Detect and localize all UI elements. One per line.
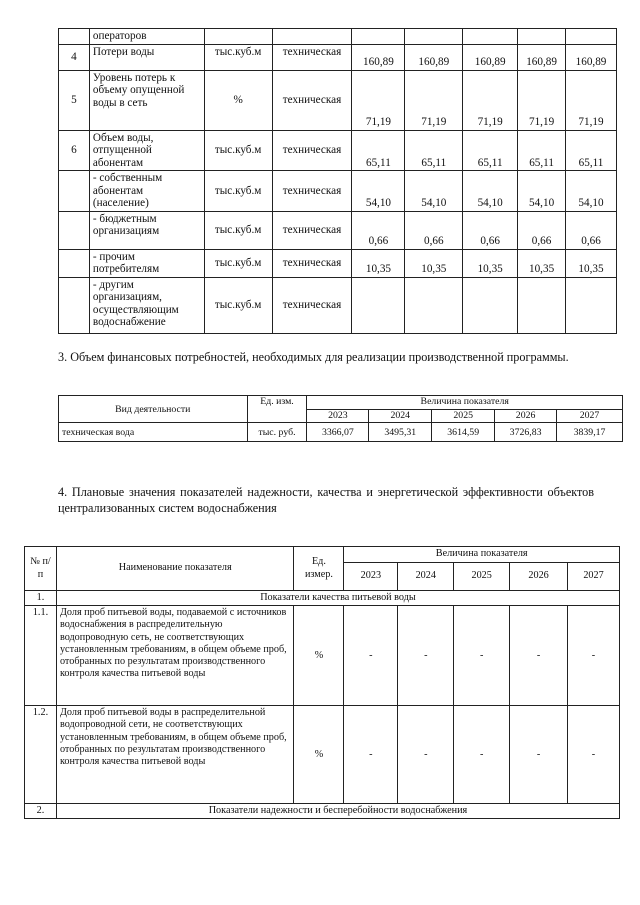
value-cell: - — [344, 606, 398, 706]
value-cell — [405, 277, 463, 333]
value-cell: 3839,17 — [557, 423, 623, 442]
row-number: 4 — [59, 44, 90, 70]
row-number — [59, 171, 90, 212]
type-cell: техническая — [272, 70, 352, 130]
group2-title: Показатели надежности и бесперебойности водоснабжения — [56, 804, 619, 819]
value-cell — [352, 29, 405, 45]
value-cell — [352, 277, 405, 333]
table-row — [59, 171, 617, 212]
type-cell: техническая — [272, 249, 352, 277]
indicator-name: Объем воды, отпущенной абонентам — [89, 130, 204, 171]
table-row — [59, 249, 617, 277]
row-number: 1.2. — [25, 706, 57, 804]
col-name-header: Наименование показателя — [56, 547, 294, 591]
value-cell: 65,11 — [405, 130, 463, 171]
value-cell: 65,11 — [463, 130, 518, 171]
year-header: 2027 — [568, 563, 620, 591]
value-cell: 54,10 — [405, 171, 463, 212]
table-row — [59, 130, 617, 171]
year-header: 2026 — [510, 563, 568, 591]
value-cell — [405, 29, 463, 45]
group1-num: 1. — [25, 591, 57, 606]
value-cell — [463, 277, 518, 333]
value-cell: 10,35 — [463, 249, 518, 277]
value-cell: 71,19 — [405, 70, 463, 130]
value-cell — [566, 277, 617, 333]
type-cell: техническая — [272, 44, 352, 70]
value-cell: 3614,59 — [432, 423, 495, 442]
indicator-name: - прочим потребителям — [89, 249, 204, 277]
year-header: 2023 — [307, 410, 369, 423]
value-cell: 0,66 — [352, 211, 405, 249]
value-cell: - — [510, 606, 568, 706]
indicator-name: Доля проб питьевой воды в распределительной водопроводной сети, не соответствующих установленным требованиям, в общем объеме проб, отобранных по результатам производственного контроля качества питьевой воды — [56, 706, 294, 804]
row-number — [59, 277, 90, 333]
unit-cell: тыс.куб.м — [204, 249, 272, 277]
section4-heading: 4. Плановые значения показателей надежности, качества и энергетической эффективности объектов централизованных систем водоснабжения — [58, 485, 594, 515]
table-row — [59, 277, 617, 333]
indicator-name: Уровень потерь к объему опущенной воды в сеть — [89, 70, 204, 130]
row-number: 6 — [59, 130, 90, 171]
unit-cell — [204, 29, 272, 45]
value-cell: 10,35 — [518, 249, 566, 277]
col-value-header: Величина показателя — [344, 547, 620, 563]
table-row — [25, 706, 620, 804]
indicator-name: Потери воды — [89, 44, 204, 70]
value-cell: 160,89 — [463, 44, 518, 70]
value-cell: 71,19 — [566, 70, 617, 130]
value-cell: 0,66 — [463, 211, 518, 249]
year-header: 2024 — [369, 410, 432, 423]
row-number: 5 — [59, 70, 90, 130]
value-cell: - — [568, 606, 620, 706]
value-cell: - — [454, 706, 510, 804]
unit-cell: тыс.куб.м — [204, 130, 272, 171]
value-cell: 3495,31 — [369, 423, 432, 442]
indicator-name: - другим организациям, осуществляющим водоснабжение — [89, 277, 204, 333]
value-cell: 160,89 — [405, 44, 463, 70]
type-cell: техническая — [272, 211, 352, 249]
value-cell — [518, 277, 566, 333]
col-value-header: Величина показателя — [307, 396, 623, 410]
indicator-name: - бюджетным организациям — [89, 211, 204, 249]
indicator-name: операторов — [89, 29, 204, 45]
value-cell: 3366,07 — [307, 423, 369, 442]
col-unit-header: Ед. изм. — [247, 396, 307, 423]
value-cell: 71,19 — [352, 70, 405, 130]
value-cell: - — [568, 706, 620, 804]
unit-cell: % — [204, 70, 272, 130]
col-unit-header: Ед. измер. — [294, 547, 344, 591]
value-cell: - — [344, 706, 398, 804]
value-cell: 71,19 — [463, 70, 518, 130]
value-cell: 10,35 — [405, 249, 463, 277]
value-cell: 10,35 — [566, 249, 617, 277]
value-cell: - — [398, 706, 454, 804]
unit-cell: тыс.куб.м — [204, 171, 272, 212]
reliability-indicators-table — [24, 546, 620, 819]
year-header: 2024 — [398, 563, 454, 591]
value-cell: 0,66 — [405, 211, 463, 249]
value-cell: 54,10 — [463, 171, 518, 212]
value-cell: 65,11 — [566, 130, 617, 171]
value-cell: 10,35 — [352, 249, 405, 277]
value-cell: 160,89 — [352, 44, 405, 70]
row-number — [59, 29, 90, 45]
table-row — [59, 211, 617, 249]
value-cell — [518, 29, 566, 45]
value-cell: 160,89 — [518, 44, 566, 70]
value-cell: 65,11 — [518, 130, 566, 171]
col-num-header: № п/п — [25, 547, 57, 591]
value-cell — [566, 29, 617, 45]
production-indicators-table — [58, 28, 617, 334]
value-cell: 0,66 — [566, 211, 617, 249]
unit-cell: тыс.куб.м — [204, 44, 272, 70]
value-cell: 54,10 — [352, 171, 405, 212]
table-row — [59, 70, 617, 130]
value-cell: 0,66 — [518, 211, 566, 249]
col-activity-header: Вид деятельности — [59, 396, 248, 423]
value-cell: 3726,83 — [495, 423, 557, 442]
value-cell: 160,89 — [566, 44, 617, 70]
year-header: 2023 — [344, 563, 398, 591]
year-header: 2025 — [454, 563, 510, 591]
value-cell: 54,10 — [518, 171, 566, 212]
type-cell: техническая — [272, 130, 352, 171]
indicator-name: - собственным абонентам (население) — [89, 171, 204, 212]
unit-cell: % — [294, 606, 344, 706]
value-cell: - — [454, 606, 510, 706]
table-row — [59, 44, 617, 70]
value-cell: 65,11 — [352, 130, 405, 171]
type-cell — [272, 29, 352, 45]
value-cell: - — [510, 706, 568, 804]
group2-num: 2. — [25, 804, 57, 819]
value-cell — [463, 29, 518, 45]
unit-cell: % — [294, 706, 344, 804]
type-cell: техническая — [272, 277, 352, 333]
value-cell: - — [398, 606, 454, 706]
year-header: 2025 — [432, 410, 495, 423]
year-header: 2027 — [557, 410, 623, 423]
unit-cell: тыс.куб.м — [204, 277, 272, 333]
value-cell: 71,19 — [518, 70, 566, 130]
unit-cell: тыс. руб. — [247, 423, 307, 442]
year-header: 2026 — [495, 410, 557, 423]
indicator-name: Доля проб питьевой воды, подаваемой с источников водоснабжения в распределительную водопроводную сеть, не соответствующих установленным требованиям, в общем объеме проб, отобранных по результатам производственного контроля качества питьевой воды — [56, 606, 294, 706]
row-number — [59, 211, 90, 249]
unit-cell: тыс.куб.м — [204, 211, 272, 249]
section3-heading: 3. Объем финансовых потребностей, необходимых для реализации производственной программы. — [58, 350, 569, 364]
activity-cell: техническая вода — [59, 423, 248, 442]
table-row — [59, 29, 617, 45]
type-cell: техническая — [272, 171, 352, 212]
table-row — [25, 606, 620, 706]
financial-needs-table — [58, 395, 623, 442]
row-number: 1.1. — [25, 606, 57, 706]
value-cell: 54,10 — [566, 171, 617, 212]
group1-title: Показатели качества питьевой воды — [56, 591, 619, 606]
row-number — [59, 249, 90, 277]
